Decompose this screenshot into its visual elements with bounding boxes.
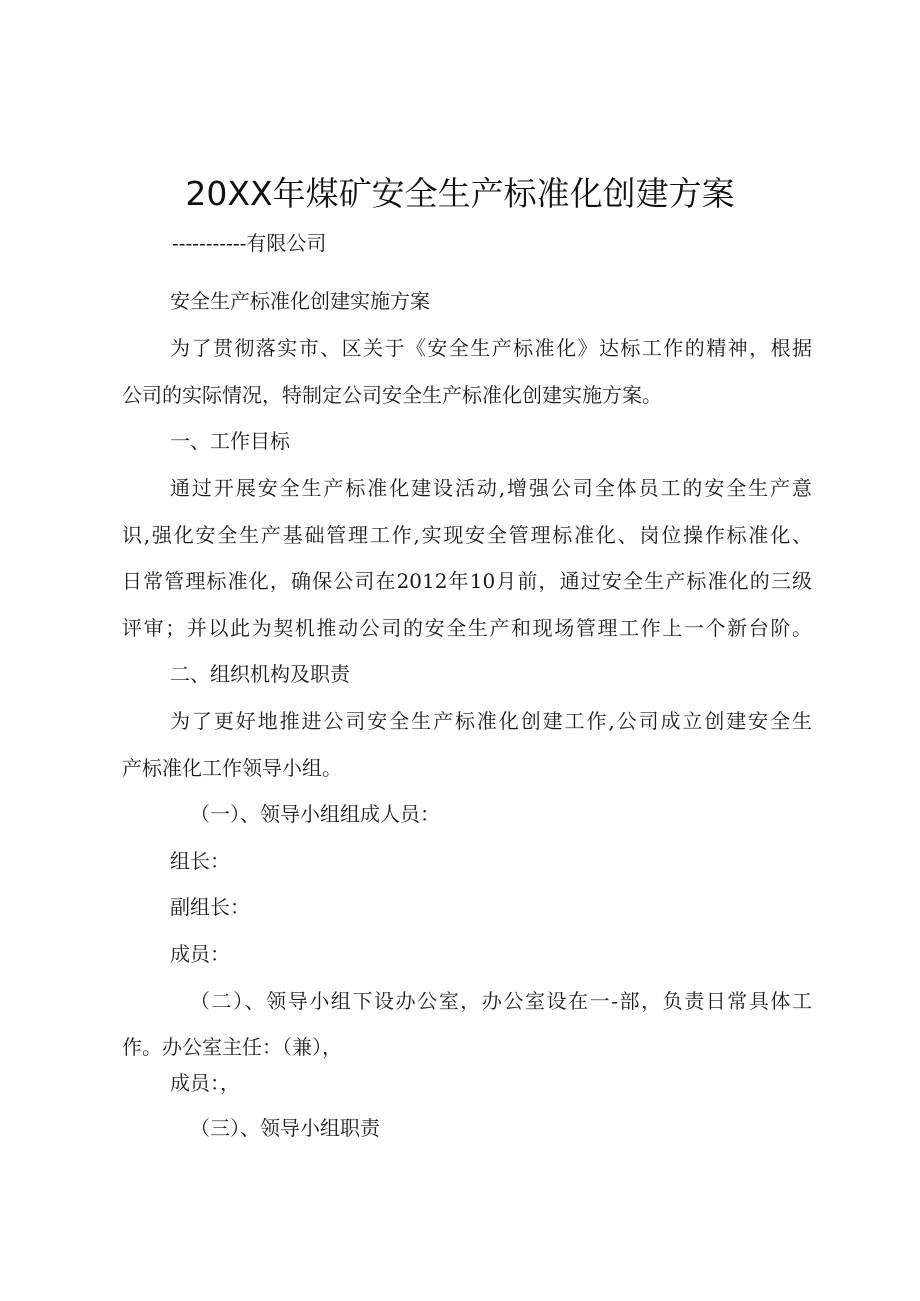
- paragraph-line: 为了贯彻落实市、区关于《安全生产标准化》达标工作的精神，根据: [170, 336, 812, 360]
- paragraph-line: 作。办公室主任：（兼），: [122, 1035, 342, 1059]
- subsection-heading-members: （一）、领导小组组成人员：: [190, 802, 440, 826]
- subsection-heading-duties: （三）、领导小组职责: [190, 1116, 380, 1140]
- paragraph-line: 产标准化工作领导小组。: [122, 756, 342, 780]
- section-heading-plan: 安全生产标准化创建实施方案: [170, 289, 430, 313]
- paragraph-line: 日常管理标准化，确保公司在2012年10月前，通过安全生产标准化的三级: [122, 569, 812, 593]
- company-name: -----------有限公司: [172, 231, 327, 255]
- deputy-leader-line: 副组长：: [170, 895, 250, 919]
- section-heading-organization: 二、组织机构及职责: [170, 662, 350, 686]
- paragraph-line: 为了更好地推进公司安全生产标准化创建工作,公司成立创建安全生: [170, 709, 812, 733]
- paragraph-line: 通过开展安全生产标准化建设活动,增强公司全体员工的安全生产意: [170, 476, 812, 500]
- members-line: 成员：: [170, 942, 230, 966]
- document-title: 20XX年煤矿安全生产标准化创建方案: [185, 174, 735, 213]
- team-leader-line: 组长：: [170, 849, 230, 873]
- paragraph-line: （二）、领导小组下设办公室，办公室设在一-部，负责日常具体工: [190, 989, 812, 1013]
- paragraph-line: 公司的实际情况，特制定公司安全生产标准化创建实施方案。: [122, 383, 662, 407]
- paragraph-line: 评审；并以此为契机推动公司的安全生产和现场管理工作上一个新台阶。: [122, 616, 812, 640]
- section-heading-goal: 一、工作目标: [170, 429, 290, 453]
- paragraph-line: 识,强化安全生产基础管理工作,实现安全管理标准化、岗位操作标准化、: [122, 523, 812, 547]
- office-members-line: 成员：，: [170, 1071, 240, 1095]
